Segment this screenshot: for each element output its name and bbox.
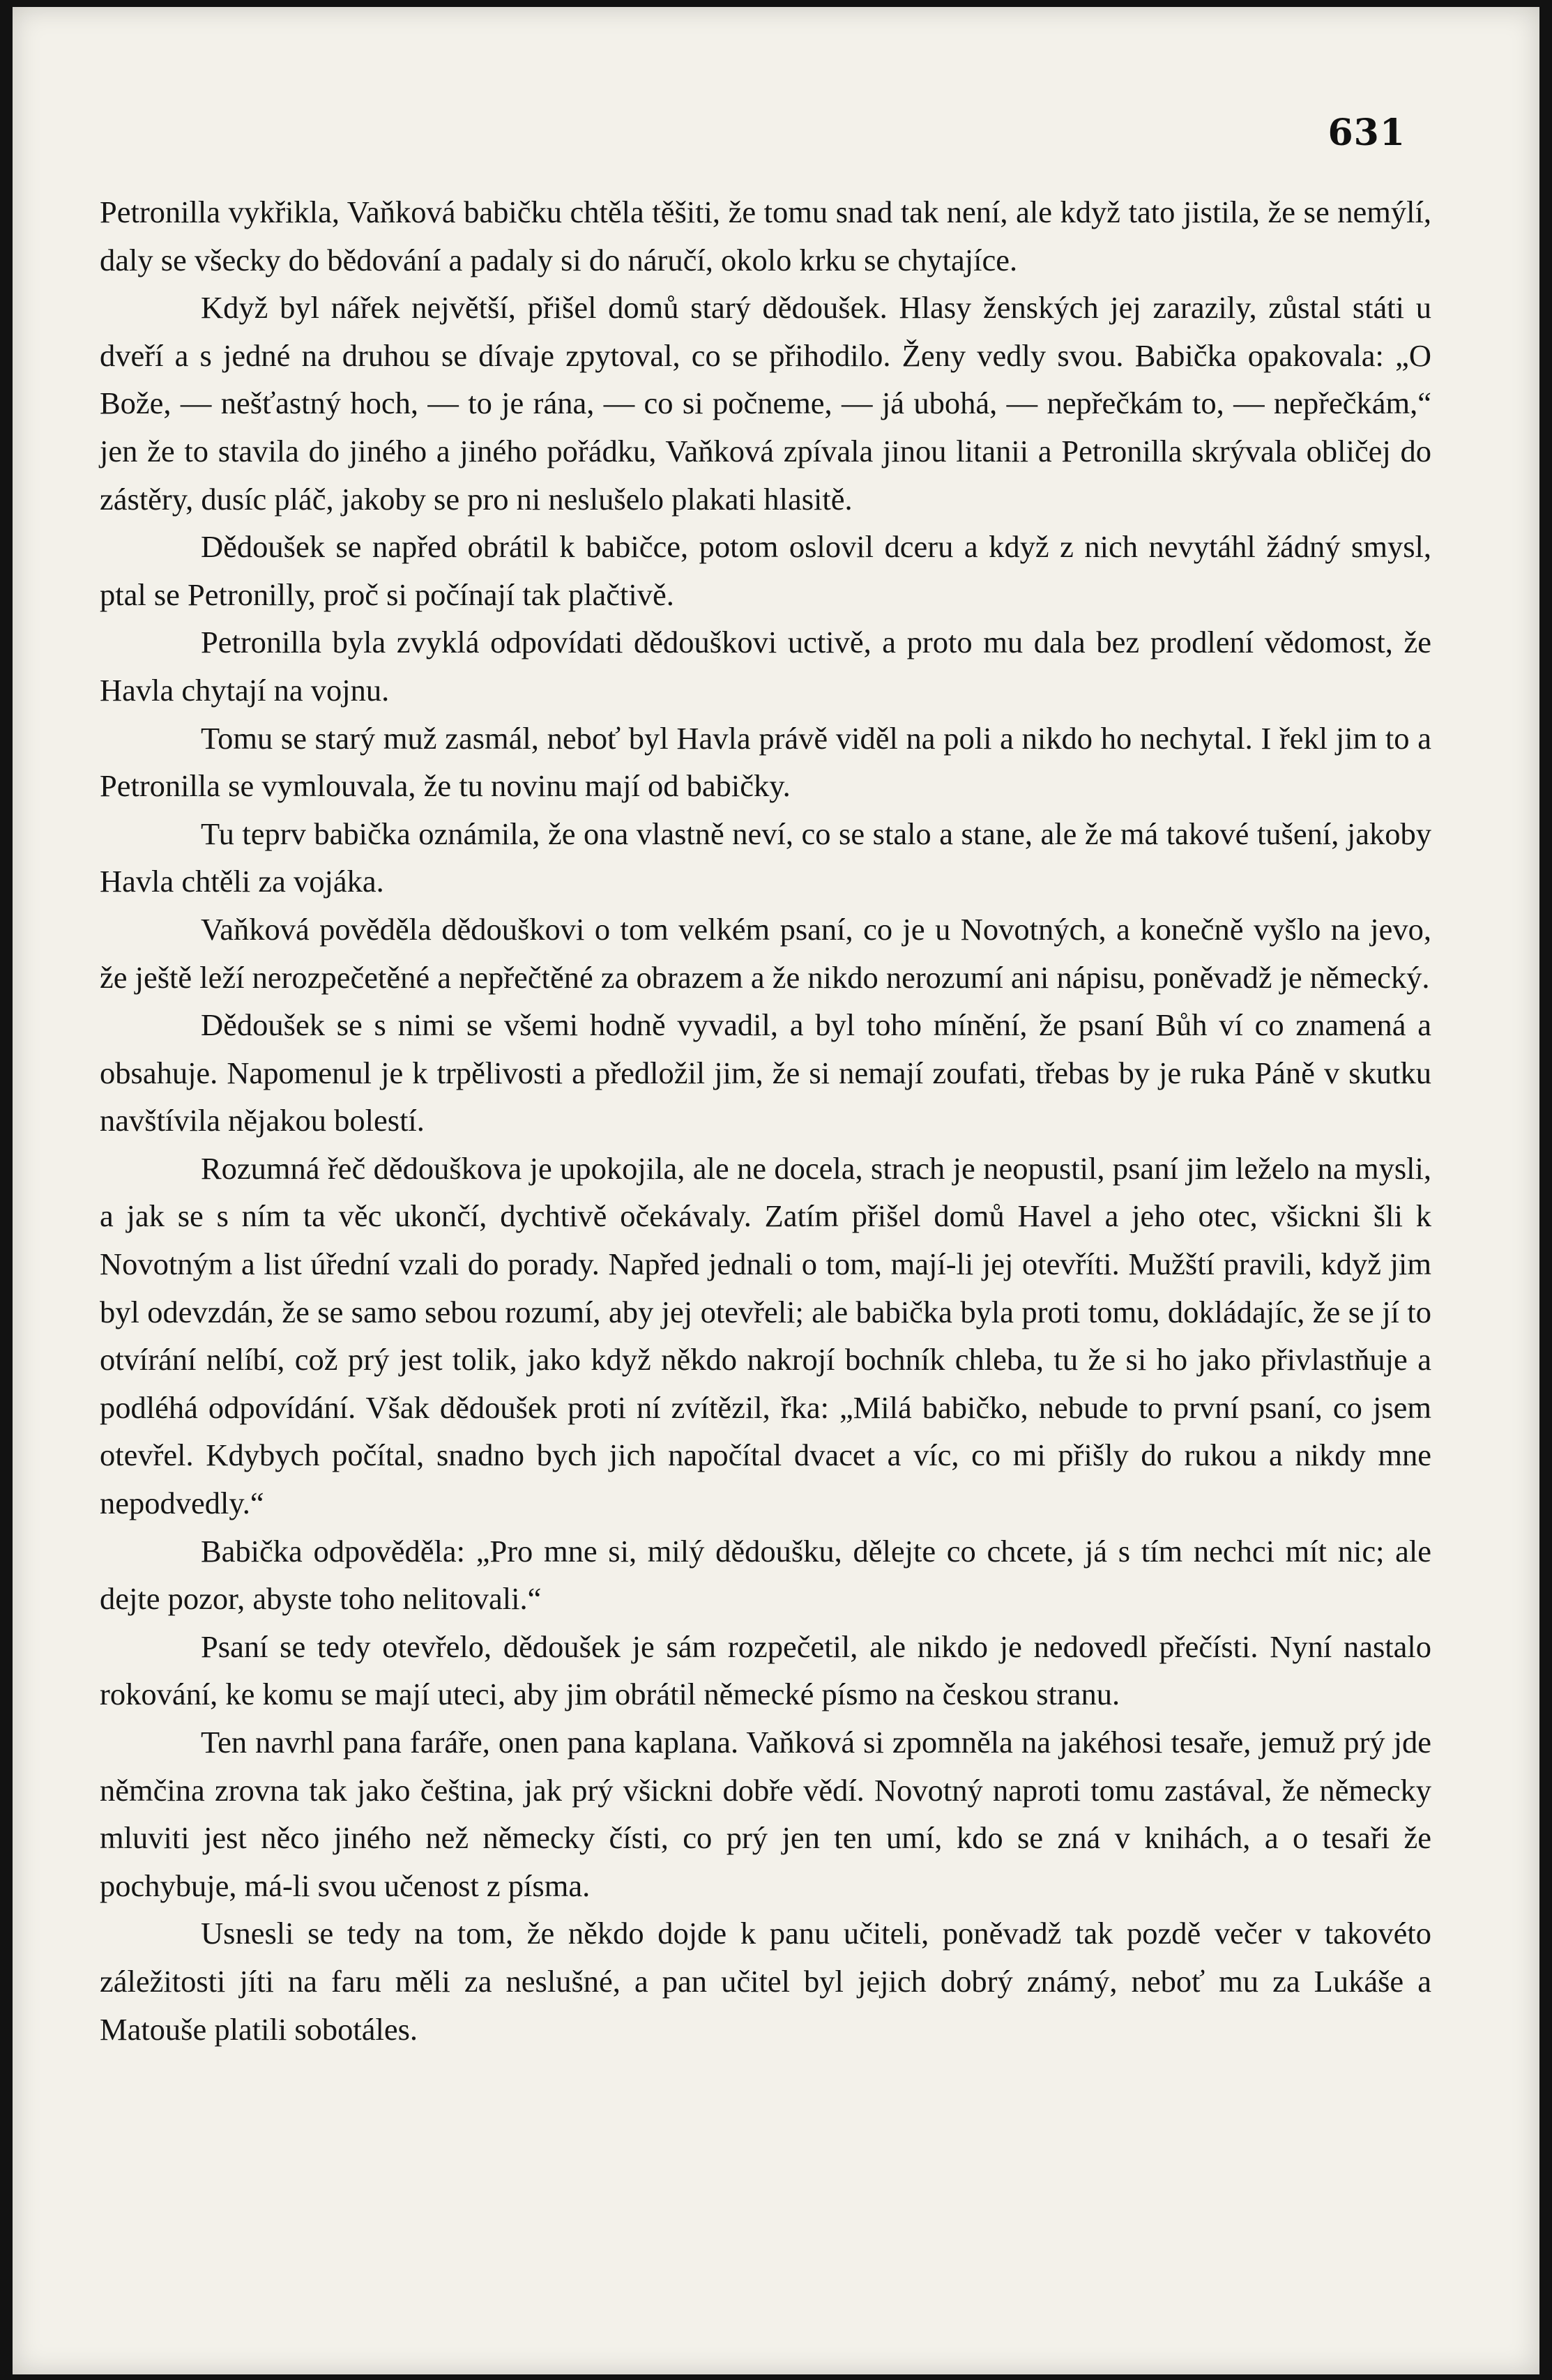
paragraph: Petronilla vykřikla, Vaňková babičku chtěla těšiti, že tomu snad tak není, ale když tato jistila, že se nemýlí, daly se všecky do bědování a padaly si do náručí, okolo krku se chytajíce.: [100, 194, 1431, 277]
body-text: [100, 188, 1431, 2053]
paragraph: Petronilla byla zvyklá odpovídati dědouškovi uctivě, a proto mu dala bez prodlení vědomost, že Havla chytají na vojnu.: [100, 625, 1431, 708]
book-page: [13, 7, 1539, 2374]
paragraph: Tu teprv babička oznámila, že ona vlastně neví, co se stalo a stane, ale že má takové tušení, jakoby Havla chtěli za vojáka.: [100, 816, 1431, 899]
paragraph: Dědoušek se s nimi se všemi hodně vyvadil, a byl toho mínění, že psaní Bůh ví co znamená a obsahuje. Napomenul je k trpělivosti a předložil jim, že si nemají zoufati, třebas by je ruka Páně v skutku navštívila nějakou bolestí.: [100, 1007, 1431, 1138]
paragraph: Rozumná řeč dědouškova je upokojila, ale ne docela, strach je neopustil, psaní jim leželo na mysli, a jak se s ním ta věc ukončí, dychtivě očekávaly. Zatím přišel domů Havel a jeho otec, všickni šli k Novotným a list úřední vzali do porady. Napřed jednali o tom, mají-li jej otevříti. Mužští pravili, když jim byl odevzdán, že se samo sebou rozumí, aby jej otevřeli; ale babička byla proti tomu, dokládajíc, že se jí to otvírání nelíbí, což prý jest tolik, jako když někdo nakrojí bochník chleba, tu že si ho jako přivlastňuje a podléhá odpovídání. Však dědoušek proti ní zvítězil, řka: „Milá babičko, nebude to první psaní, co jsem otevřel. Kdybych počítal, snadno bych jich napočítal dvacet a víc, co mi přišly do rukou a nikdy mne nepodvedly.“: [100, 1150, 1431, 1521]
paragraph: Tomu se starý muž zasmál, neboť byl Havla právě viděl na poli a nikdo ho nechytal. I řekl jim to a Petronilla se vymlouvala, že tu novinu mají od babičky.: [100, 720, 1431, 804]
page-number: 631: [1327, 112, 1406, 154]
paragraph: Vaňková pověděla dědouškovi o tom velkém psaní, co je u Novotných, a konečně vyšlo na jevo, že ještě leží nerozpečetěné a nepřečtěné za obrazem a že nikdo nerozumí ani nápisu, poněvadž je německý.: [100, 911, 1431, 995]
paragraph: Babička odpověděla: „Pro mne si, milý dědoušku, dělejte co chcete, já s tím nechci mít nic; ale dejte pozor, abyste toho nelitovali.“: [100, 1533, 1431, 1617]
paragraph: Usnesli se tedy na tom, že někdo dojde k panu učiteli, poněvadž tak pozdě večer v takovéto záležitosti jíti na faru měli za neslušné, a pan učitel byl jejich dobrý známý, neboť mu za Lukáše a Matouše platili sobotáles.: [100, 1916, 1431, 2047]
paragraph: Psaní se tedy otevřelo, dědoušek je sám rozpečetil, ale nikdo je nedovedl přečísti. Nyní nastalo rokování, ke komu se mají uteci, aby jim obrátil německé písmo na českou stranu.: [100, 1628, 1431, 1712]
paragraph: Ten navrhl pana faráře, onen pana kaplana. Vaňková si zpomněla na jakéhosi tesaře, jemuž prý jde němčina zrovna tak jako čeština, jak prý všickni dobře vědí. Novotný naproti tomu zastával, že německy mluviti jest něco jiného než německy čísti, co prý jen ten umí, kdo se zná v knihách, a o tesaři že pochybuje, má-li svou učenost z písma.: [100, 1725, 1431, 1903]
paragraph: Dědoušek se napřed obrátil k babičce, potom oslovil dceru a když z nich nevytáhl žádný smysl, ptal se Petronilly, proč si počínají tak plačtivě.: [100, 529, 1431, 612]
paragraph: Když byl nářek největší, přišel domů starý dědoušek. Hlasy ženských jej zarazily, zůstal státi u dveří a s jedné na druhou se dívaje zpytoval, co se přihodilo. Ženy vedly svou. Babička opakovala: „O Bože, — nešťastný hoch, — to je rána, — co si počneme, — já ubohá, — nepřečkám to, — nepřečkám,“ jen že to stavila do jiného a jiného pořádku, Vaňková zpívala jinou litanii a Petronilla skrývala obličej do zástěry, dusíc pláč, jakoby se pro ni neslušelo plakati hlasitě.: [100, 290, 1431, 517]
